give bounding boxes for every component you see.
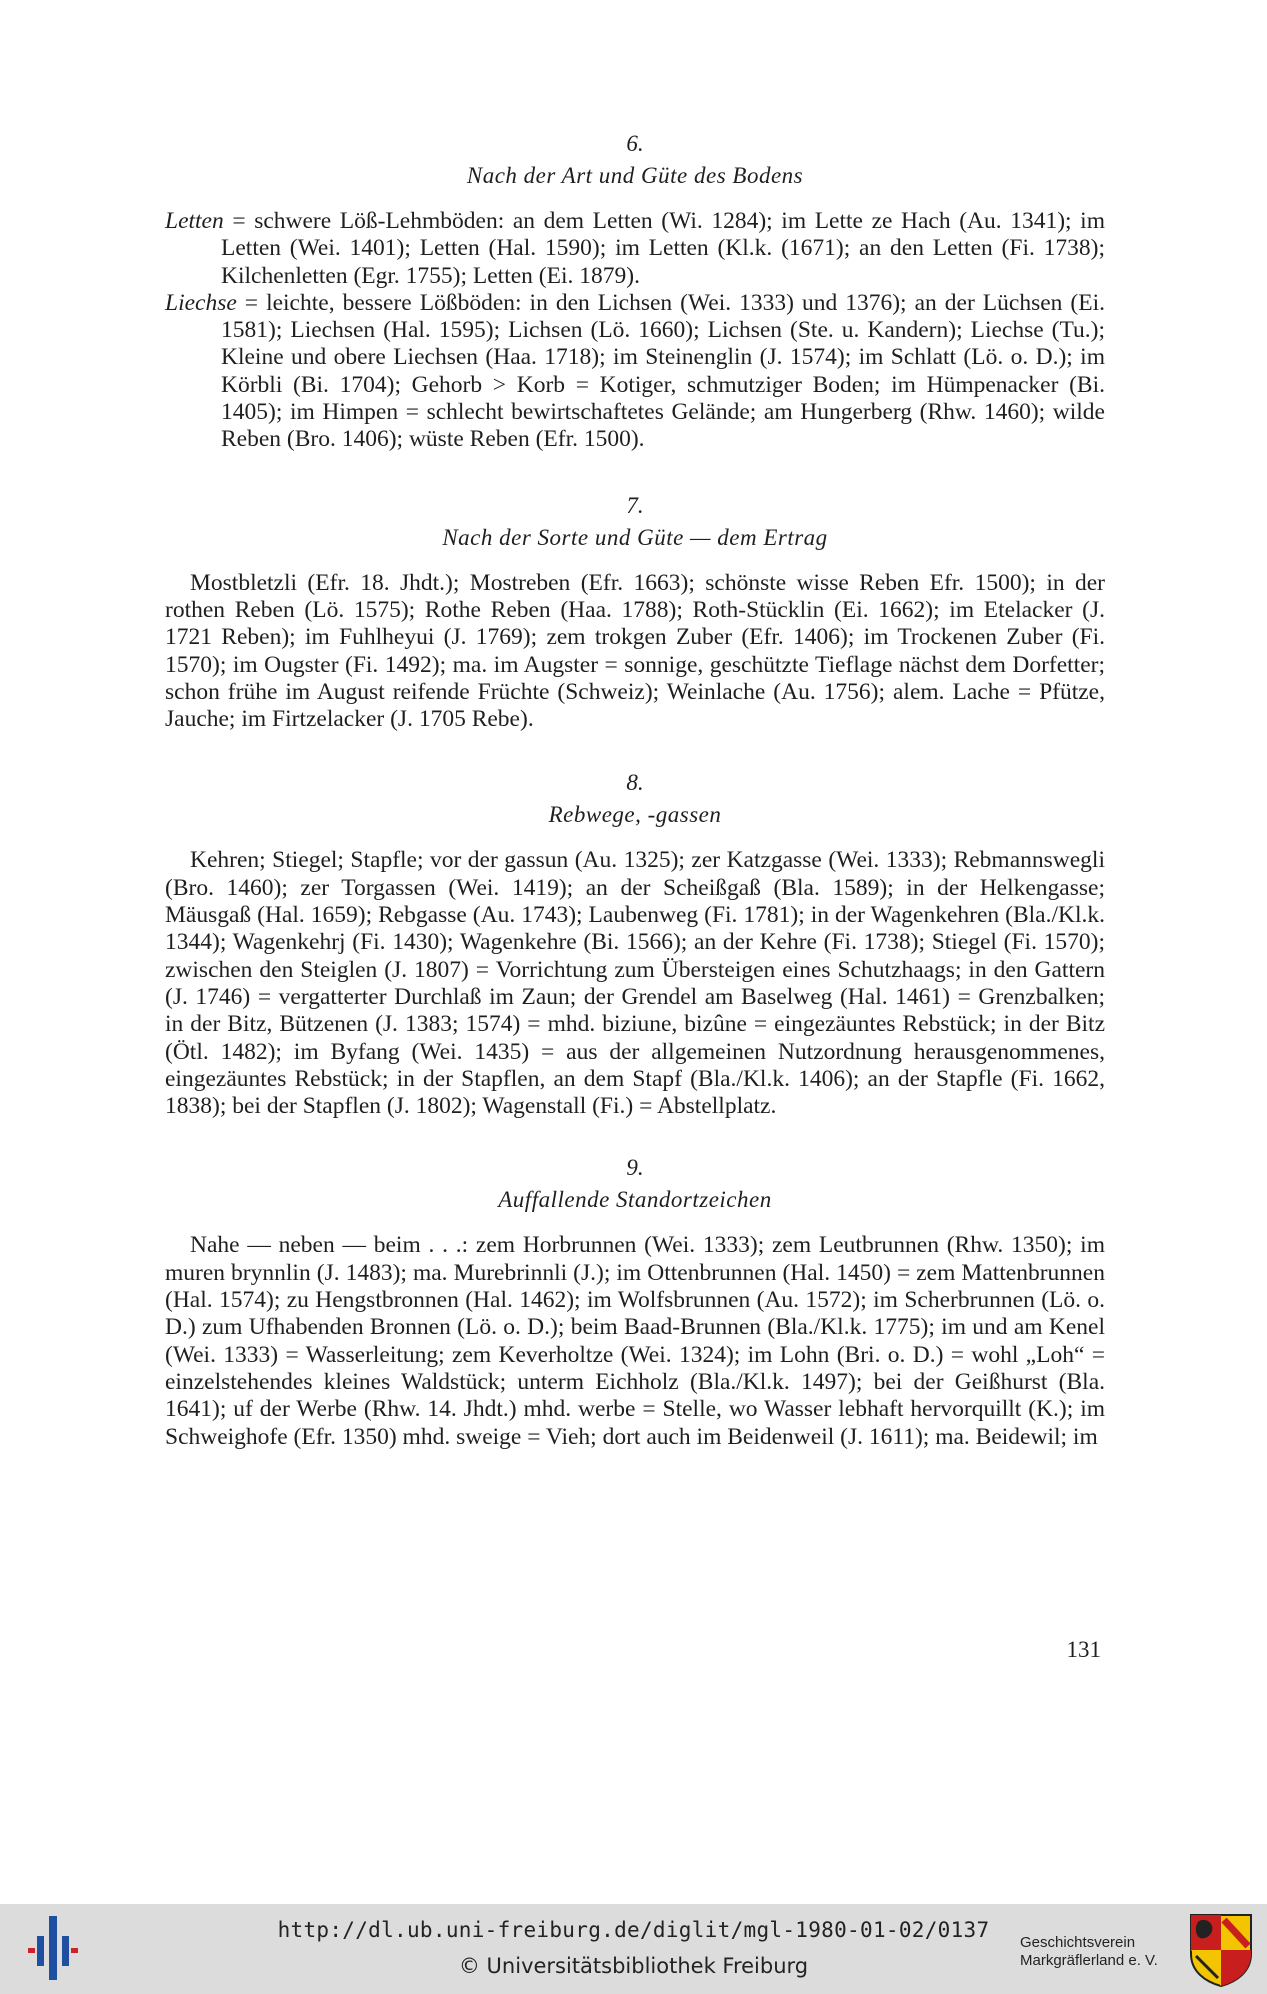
section-heading: Nach der Art und Güte des Bodens (466, 163, 804, 188)
society-name-line: Geschichtsverein (1020, 1934, 1136, 1951)
society-name-line: Markgräflerland e. V. (1020, 1952, 1158, 1969)
entry-term: Letten (165, 208, 224, 234)
section-number: 6. (626, 131, 644, 156)
section-paragraph: Mostbletzli (Efr. 18. Jhdt.); Mostreben (Efr. 1663); schönste wisse Reben Efr. 1500); in der rothen Reben (Lö. 1575); Rothe Reben (Haa. 1788); Roth-Stücklin (Ei. 1662); im Etelacker (J. 1721 Reben); im Fuhlheyui (J. 1769); zem trokgen Zuber (Efr. 1406); im Trockenen Zuber (Fi. 1570); im Ougster (Fi. 1492); ma. im Augster = sonnige, geschützte Tieflage nächst dem Dorfetter; schon frühe im August reifende Früchte (Schweiz); Weinlache (Au. 1756); alem. Lache = Pfütze, Jauche; im Firtzelacker (J. 1705 Rebe). (165, 569, 1105, 733)
section-paragraph: Kehren; Stiegel; Stapfle; vor der gassun (Au. 1325); zer Katzgasse (Wei. 1333); Rebmannswegli (Bro. 1460); zer Torgassen (Wei. 1419); an der Scheißgaß (Bla. 1589); in der Helkengasse; Mäusgaß (Hal. 1659); Rebgasse (Au. 1743); Laubenweg (Fi. 1781); in der Wagenkehren (Bla./Kl.k. 1344); Wagenkehrj (Fi. 1430); Wagenkehre (Bi. 1566); an der Kehre (Fi. 1738); Stiegel (Fi. 1570); zwischen den Steiglen (J. 1807) = Vorrichtung zum Übersteigen eines Schutzhaags; in den Gattern (J. 1746) = vergatterter Durchlaß im Zaun; der Grendel am Baselweg (Hal. 1461) = Grenzbalken; in der Bitz, Bützenen (J. 1383; 1574) = mhd. biziune, bizûne = eingezäuntes Rebstück; in der Bitz (Ötl. 1482); im Byfang (Wei. 1435) = aus der allgemeinen Nutzordnung herausgenommenes, eingezäuntes Rebstück; in der Stapflen, an dem Stapf (Bla./Kl.k. 1406); an der Stapfle (Fi. 1662, 1838); bei der Stapflen (J. 1802); Wagenstall (Fi.) = Abstellplatz. (165, 847, 1105, 1120)
society-name (1020, 1934, 1158, 1970)
page-content (165, 130, 1105, 1451)
entry-term: Liechse (165, 289, 237, 316)
section-heading: Auffallende Standortzeichen (498, 1187, 772, 1213)
section-paragraph: Nahe — neben — beim . . .: zem Horbrunnen (Wei. 1333); zem Leutbrunnen (Rhw. 1350); im muren brynnlin (J. 1483); ma. Murebrinnli (J.); im Ottenbrunnen (Hal. 1450) = zem Mattenbrunnen (Hal. 1574); zu Hengstbronnen (Hal. 1462); im Wolfsbrunnen (Au. 1572); im Scherbrunnen (Lö. o. D.) zum Ufhabenden Bronnen (Lö. o. D.); beim Baad-Brunnen (Bla./Kl.k. 1775); im und am Kenel (Wei. 1333) = Wasserleitung; zem Keverholtze (Wei. 1324); im Lohn (Bri. o. D.) = wohl „Loh“ = einzelstehendes kleines Waldstück; unterm Eichholz (Bla./Kl.k. 1497); bei der Geißhurst (Bla. 1641); uf der Werbe (Rhw. 14. Jhdt.) mhd. werbe = Stelle, wo Wasser lebhaft hervorquillt (K.); im Schweighofe (Efr. 1350) mhd. sweige = Vieh; dort auch im Beidenweil (J. 1611); ma. Beidewil; im (165, 1232, 1105, 1450)
section-number: 8. (626, 770, 644, 796)
document-url-link[interactable]: http://dl.ub.uni-freiburg.de/diglit/mgl-1980-01-02/0137 (277, 1918, 990, 1942)
entry-letten (165, 208, 1105, 290)
page-number: 131 (1066, 1637, 1101, 1662)
section-heading: Rebwege, -gassen (548, 802, 722, 828)
coat-of-arms-icon (1188, 1912, 1254, 1988)
copyright-notice: © Universitätsbibliothek Freiburg (458, 1954, 809, 1978)
entry-liechse (165, 290, 1105, 454)
entry-text: = schwere Löß-Lehmböden: an dem Letten (Wi. 1284); im Lette ze Hach (Au. 1341); im Letten (Wei. 1401); Letten (Hal. 1590); im Letten (Kl.k. (1671); an den Letten (Fi. 1738); Kilchenletten (Egr. 1755); Letten (Ei. 1879). (221, 208, 1105, 289)
entry-text: = leichte, bessere Lößböden: in den Lichsen (Wei. 1333) und 1376); an der Lüchsen (Ei. 1581); Liechsen (Hal. 1595); Lichsen (Lö. 1660); Lichsen (Ste. u. Kandern); Liechse (Tu.); Kleine und obere Liechsen (Haa. 1718); im Steinenglin (J. 1574); im Schlatt (Lö. o. D.); im Körbli (Bi. 1704); Gehorb > Korb = Kotiger, schmutziger Boden; im Hümpenacker (Bi. 1405); im Himpen = schlecht bewirtschaftetes Gelände; am Hungerberg (Rhw. 1460); wilde Reben (Bro. 1406); wüste Reben (Efr. 1500). (221, 289, 1105, 453)
footer-bar (0, 1904, 1267, 1994)
section-number: 7. (626, 492, 644, 518)
section-number: 9. (626, 1155, 644, 1181)
section-heading: Nach der Sorte und Güte — dem Ertrag (442, 524, 828, 550)
